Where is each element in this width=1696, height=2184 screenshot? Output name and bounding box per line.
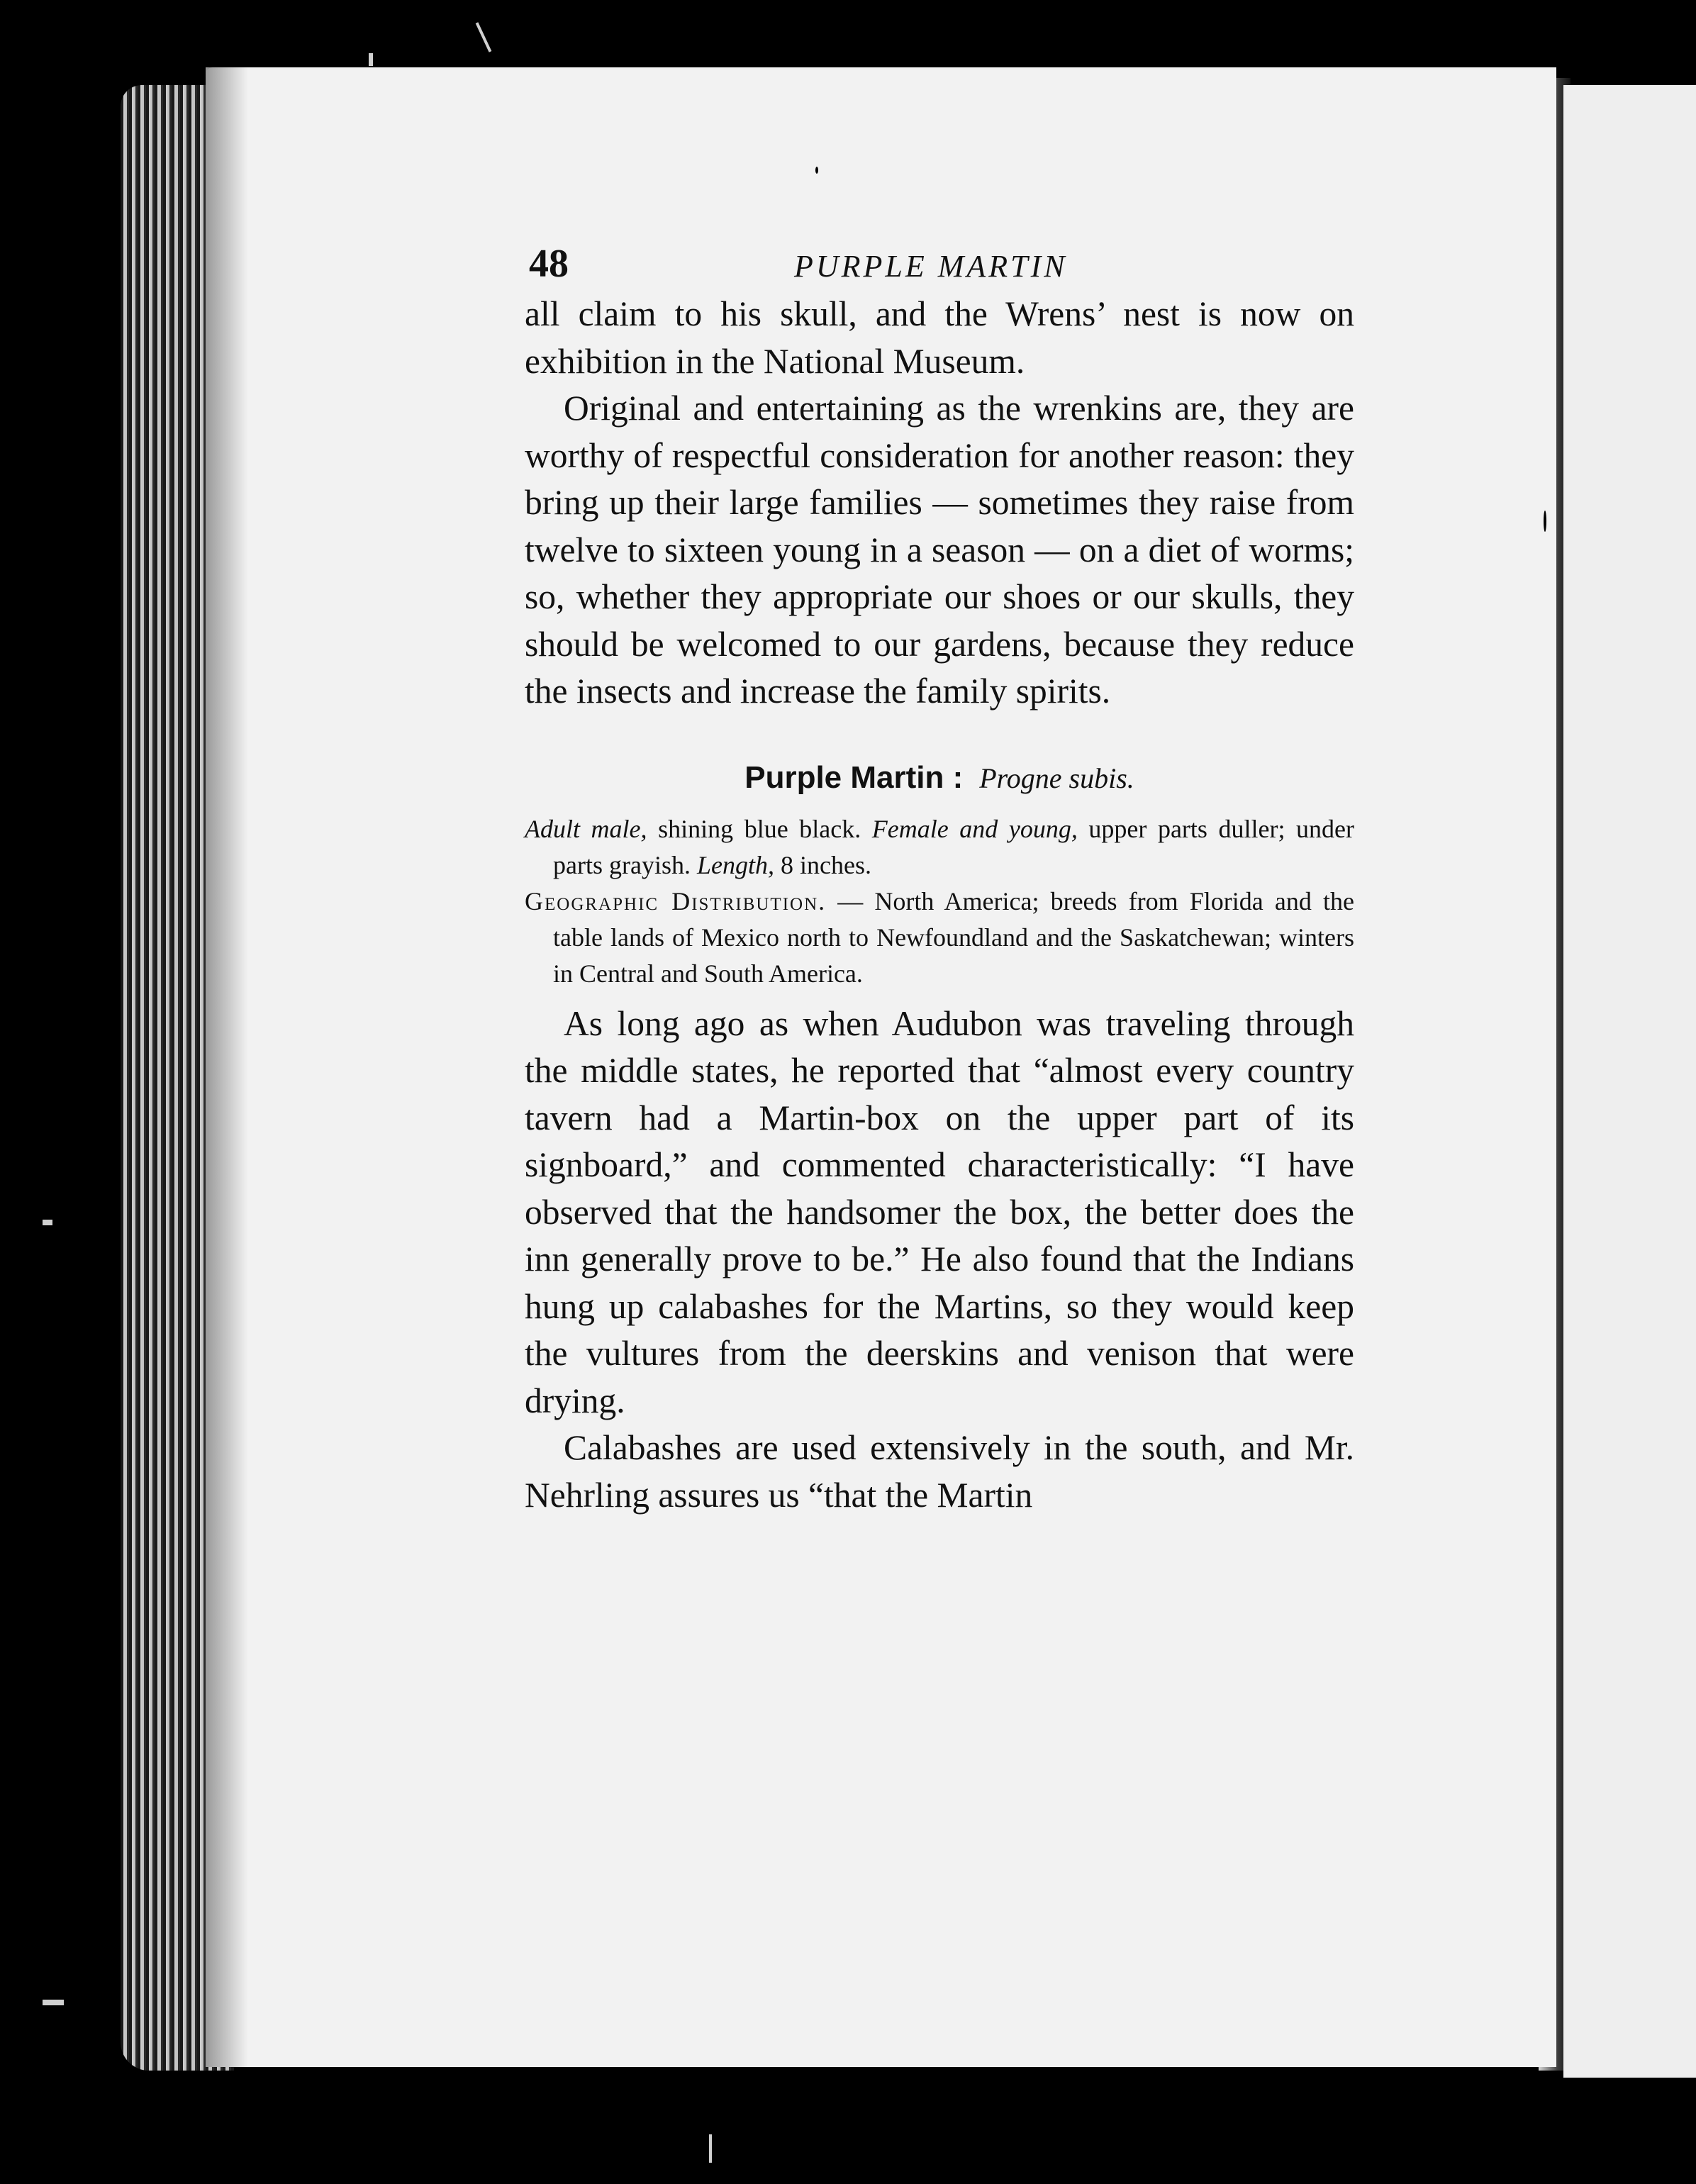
female-label: Female and young,	[871, 814, 1078, 843]
distribution-text: — North America; breeds from Florida and the table lands of Mexico north to Newfoundland and the Saskatchewan; winters in Central and South America.	[553, 886, 1354, 988]
page-number: 48	[529, 242, 569, 286]
species-common-name: Purple Martin :	[744, 759, 964, 795]
female-text: upper parts duller; under parts grayish.	[553, 814, 1354, 879]
paragraph: As long ago as when Audubon was traveling through the middle states, he reported that “almost every country tavern had a Martin-box on the upper part of its signboard,” and commented characteristically: “I have observed that the handsomer the box, the better does the inn generally prove to be.” He also found that the Indians hung up calabashes for the Martins, so they would keep the vultures from the deerskins and venison that were drying.	[525, 1003, 1354, 1420]
scan-artifact	[43, 2000, 64, 2005]
scan-artifact	[369, 53, 373, 66]
paragraph: all claim to his skull, and the Wrens’ nest is now on exhibition in the National Museum.	[525, 294, 1354, 381]
length-label: Length,	[696, 850, 774, 879]
scan-artifact	[815, 167, 818, 174]
paragraph: Original and entertaining as the wrenkins are, they are worthy of respectful consideration for another reason: they bring up their large families — sometimes they raise from twelve to sixteen young in a season — on a diet of worms; so, whether they appropriate our shoes or our skulls, they should be welcomed to our gardens, because they reduce the insects and increase the family spirits.	[525, 389, 1354, 711]
scan-artifact	[709, 2134, 712, 2163]
paragraph: Calabashes are used extensively in the south, and Mr. Nehrling assures us “that the Martin	[525, 1428, 1354, 1515]
scan-artifact	[43, 1220, 52, 1225]
distribution-label: Geographic Distribution.	[525, 886, 827, 915]
facing-page	[1563, 85, 1696, 2078]
opening-text	[525, 291, 1354, 715]
species-heading	[525, 757, 1354, 800]
length-text: 8 inches.	[774, 850, 871, 879]
adult-male-label: Adult male,	[525, 814, 647, 843]
running-head	[525, 227, 1354, 291]
closing-text	[525, 1001, 1354, 1520]
adult-male-text: shining blue black.	[647, 814, 872, 843]
distribution-description	[525, 884, 1354, 992]
page-content	[525, 227, 1354, 1519]
running-title: PURPLE MARTIN	[794, 249, 1068, 284]
scan-artifact	[476, 22, 492, 52]
plumage-description	[525, 811, 1354, 884]
species-description	[525, 811, 1354, 992]
species-latin-name: Progne subis.	[979, 762, 1134, 794]
page-shadow	[206, 67, 248, 2067]
scan-artifact	[1544, 511, 1546, 532]
